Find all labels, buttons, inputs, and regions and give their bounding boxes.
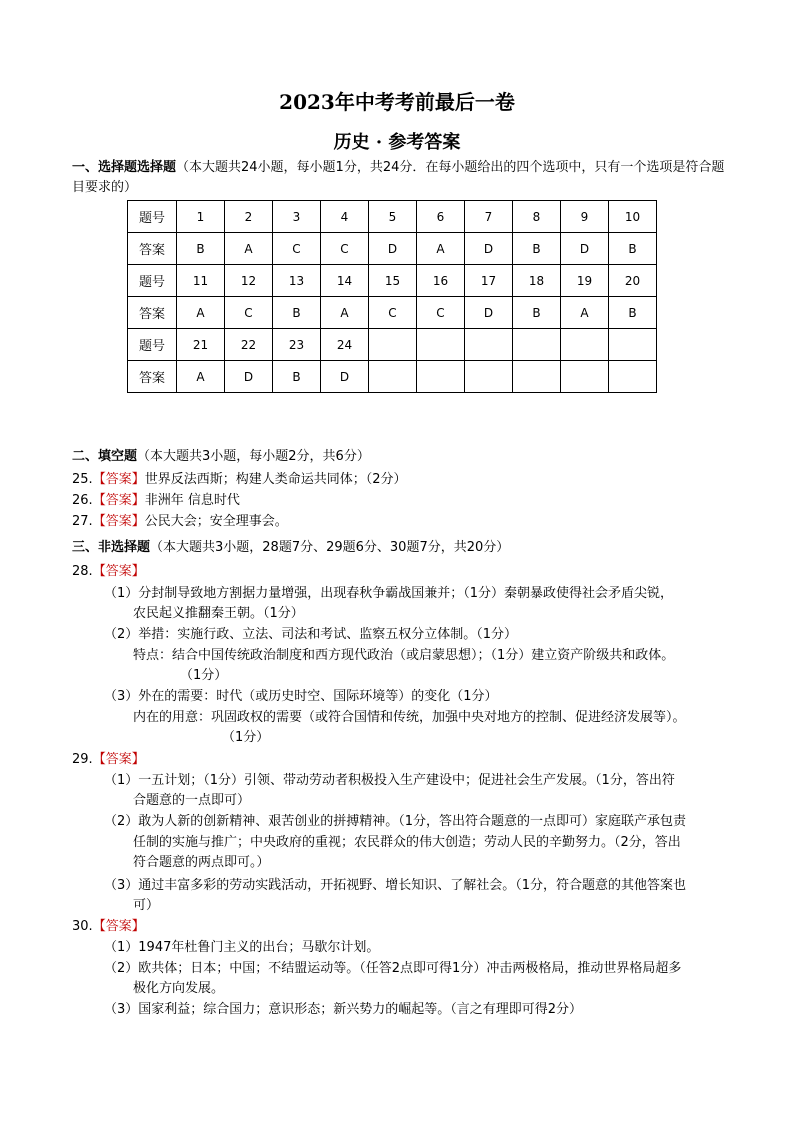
- question-number: 28.: [72, 564, 93, 579]
- table-cell: 7: [465, 201, 513, 233]
- table-cell: B: [177, 233, 225, 265]
- section-1-heading: [72, 158, 732, 198]
- table-cell: D: [465, 233, 513, 265]
- answer-text: 非洲年 信息时代: [144, 493, 240, 508]
- answer-tag: 【答案】: [92, 472, 145, 487]
- table-cell: [513, 361, 561, 393]
- answer-table-row: [128, 233, 657, 265]
- table-cell: [417, 361, 465, 393]
- row-label: 题号: [128, 265, 177, 297]
- table-cell: [513, 329, 561, 361]
- table-cell: B: [273, 361, 321, 393]
- table-cell: 13: [273, 265, 321, 297]
- answer-26: [72, 491, 240, 511]
- table-cell: [465, 361, 513, 393]
- section-1-title: 一、选择题选择题: [72, 160, 177, 175]
- section-2-heading: [72, 447, 370, 467]
- table-cell: 17: [465, 265, 513, 297]
- section-2-title: 二、填空题: [72, 449, 138, 464]
- table-cell: [369, 329, 417, 361]
- table-cell: [417, 329, 465, 361]
- table-cell: 9: [561, 201, 609, 233]
- table-cell: A: [225, 233, 273, 265]
- table-cell: C: [417, 297, 465, 329]
- answer-30-line: （2）欧共体；日本；中国；不结盟运动等。（任答2点即可得1分）冲击两极格局，推动世界格局超多: [104, 961, 682, 976]
- table-cell: 11: [177, 265, 225, 297]
- question-number: 26.: [72, 493, 93, 508]
- table-cell: A: [561, 297, 609, 329]
- table-cell: 10: [609, 201, 657, 233]
- answer-tag: 【答案】: [92, 514, 145, 529]
- table-cell: 22: [225, 329, 273, 361]
- answer-28-line: （2）举措：实施行政、立法、司法和考试、监察五权分立体制。（1分）: [104, 627, 518, 642]
- table-cell: 23: [273, 329, 321, 361]
- table-cell: C: [225, 297, 273, 329]
- answer-28-line: （1分）: [180, 668, 228, 683]
- table-cell: D: [561, 233, 609, 265]
- table-cell: 15: [369, 265, 417, 297]
- answer-table-row: [128, 329, 657, 361]
- answer-28-line: （3）外在的需要：时代（或历史时空、国际环境等）的变化（1分）: [104, 689, 498, 704]
- table-cell: 2: [225, 201, 273, 233]
- table-cell: 19: [561, 265, 609, 297]
- answer-28-line: （1）分封制导致地方割据力量增强，出现春秋争霸战国兼并；（1分）秦朝暴政使得社会矛盾尖锐，: [104, 586, 674, 601]
- page-title: 2023年中考考前最后一卷: [279, 90, 515, 114]
- table-cell: 6: [417, 201, 465, 233]
- answer-25: [72, 470, 406, 490]
- table-cell: A: [417, 233, 465, 265]
- table-cell: 18: [513, 265, 561, 297]
- answer-table-row: [128, 265, 657, 297]
- table-cell: D: [321, 361, 369, 393]
- answer-28-header: [72, 562, 145, 582]
- answer-29-line: 合题意的一点即可）: [133, 793, 251, 808]
- answer-29-line: （2）敢为人新的创新精神、艰苦创业的拼搏精神。（1分，答出符合题意的一点即可）家庭联产承包责: [104, 814, 687, 829]
- table-cell: B: [609, 233, 657, 265]
- answer-table-row: [128, 361, 657, 393]
- table-cell: D: [465, 297, 513, 329]
- table-cell: [465, 329, 513, 361]
- table-cell: C: [321, 233, 369, 265]
- section-1-desc: （本大题共24小题，每小题1分，共24分．在每小题给出的四个选项中，只有一个选项是符合题目要求的）: [72, 160, 725, 195]
- question-number: 29.: [72, 752, 93, 767]
- answer-table: [127, 200, 657, 393]
- section-3-heading: [72, 538, 509, 558]
- table-cell: 5: [369, 201, 417, 233]
- table-cell: B: [513, 233, 561, 265]
- table-cell: 14: [321, 265, 369, 297]
- table-cell: 4: [321, 201, 369, 233]
- table-cell: [561, 361, 609, 393]
- table-cell: D: [369, 233, 417, 265]
- table-cell: 21: [177, 329, 225, 361]
- table-cell: 12: [225, 265, 273, 297]
- table-cell: B: [513, 297, 561, 329]
- answer-table-row: [128, 297, 657, 329]
- table-cell: [369, 361, 417, 393]
- table-cell: [561, 329, 609, 361]
- answer-29-line: （1）一五计划；（1分）引领、带动劳动者积极投入生产建设中；促进社会生产发展。（1分，答出符: [104, 773, 675, 788]
- answer-29-line: 任制的实施与推广；中央政府的重视；农民群众的伟大创造；劳动人民的辛勤努力。（2分，答出: [133, 835, 681, 850]
- table-cell: B: [609, 297, 657, 329]
- question-number: 27.: [72, 514, 93, 529]
- answer-table-row: [128, 201, 657, 233]
- answer-29-line: （3）通过丰富多彩的劳动实践活动，开拓视野、增长知识、了解社会。（1分，符合题意的其他答案也: [104, 878, 687, 893]
- answer-28-line: （1分）: [222, 730, 270, 745]
- row-label: 题号: [128, 201, 177, 233]
- answer-30-line: 极化方向发展。: [133, 981, 225, 996]
- answer-text: 公民大会；安全理事会。: [144, 514, 288, 529]
- answer-28-line: 特点：结合中国传统政治制度和西方现代政治（或启蒙思想）；（1分）建立资产阶级共和政体。: [133, 648, 675, 663]
- table-cell: [609, 361, 657, 393]
- table-cell: 8: [513, 201, 561, 233]
- section-3-desc: （本大题共3小题，28题7分、29题6分、30题7分，共20分）: [150, 540, 510, 555]
- section-2-desc: （本大题共3小题，每小题2分，共6分）: [137, 449, 370, 464]
- answer-tag: 【答案】: [92, 493, 145, 508]
- table-cell: A: [177, 297, 225, 329]
- table-cell: 16: [417, 265, 465, 297]
- table-cell: 24: [321, 329, 369, 361]
- answer-29-line: 符合题意的两点即可。）: [133, 855, 270, 870]
- row-label: 答案: [128, 233, 177, 265]
- question-number: 25.: [72, 472, 93, 487]
- page-subtitle: 历史 · 参考答案: [333, 132, 461, 153]
- row-label: 答案: [128, 361, 177, 393]
- question-number: 30.: [72, 919, 93, 934]
- answer-tag: 【答案】: [92, 752, 145, 767]
- table-cell: B: [273, 297, 321, 329]
- answer-28-line: 内在的用意：巩固政权的需要（或符合国情和传统，加强中央对地方的控制、促进经济发展等）。: [133, 710, 686, 725]
- answer-tag: 【答案】: [92, 564, 145, 579]
- table-cell: [609, 329, 657, 361]
- answer-29-line: 可）: [133, 898, 160, 913]
- table-cell: A: [177, 361, 225, 393]
- answer-30-line: （3）国家利益；综合国力；意识形态；新兴势力的崛起等。（言之有理即可得2分）: [104, 1002, 583, 1017]
- answer-30-line: （1）1947年杜鲁门主义的出台；马歇尔计划。: [104, 940, 380, 955]
- table-cell: C: [273, 233, 321, 265]
- table-cell: C: [369, 297, 417, 329]
- answer-28-line: 农民起义推翻秦王朝。（1分）: [133, 606, 304, 621]
- answer-text: 世界反法西斯；构建人类命运共同体；（2分）: [144, 472, 407, 487]
- table-cell: 1: [177, 201, 225, 233]
- row-label: 答案: [128, 297, 177, 329]
- answer-tag: 【答案】: [92, 919, 145, 934]
- row-label: 题号: [128, 329, 177, 361]
- section-3-title: 三、非选择题: [72, 540, 151, 555]
- table-cell: D: [225, 361, 273, 393]
- answer-29-header: [72, 750, 145, 770]
- answer-30-header: [72, 917, 145, 937]
- table-cell: 3: [273, 201, 321, 233]
- answer-27: [72, 512, 288, 532]
- table-cell: A: [321, 297, 369, 329]
- table-cell: 20: [609, 265, 657, 297]
